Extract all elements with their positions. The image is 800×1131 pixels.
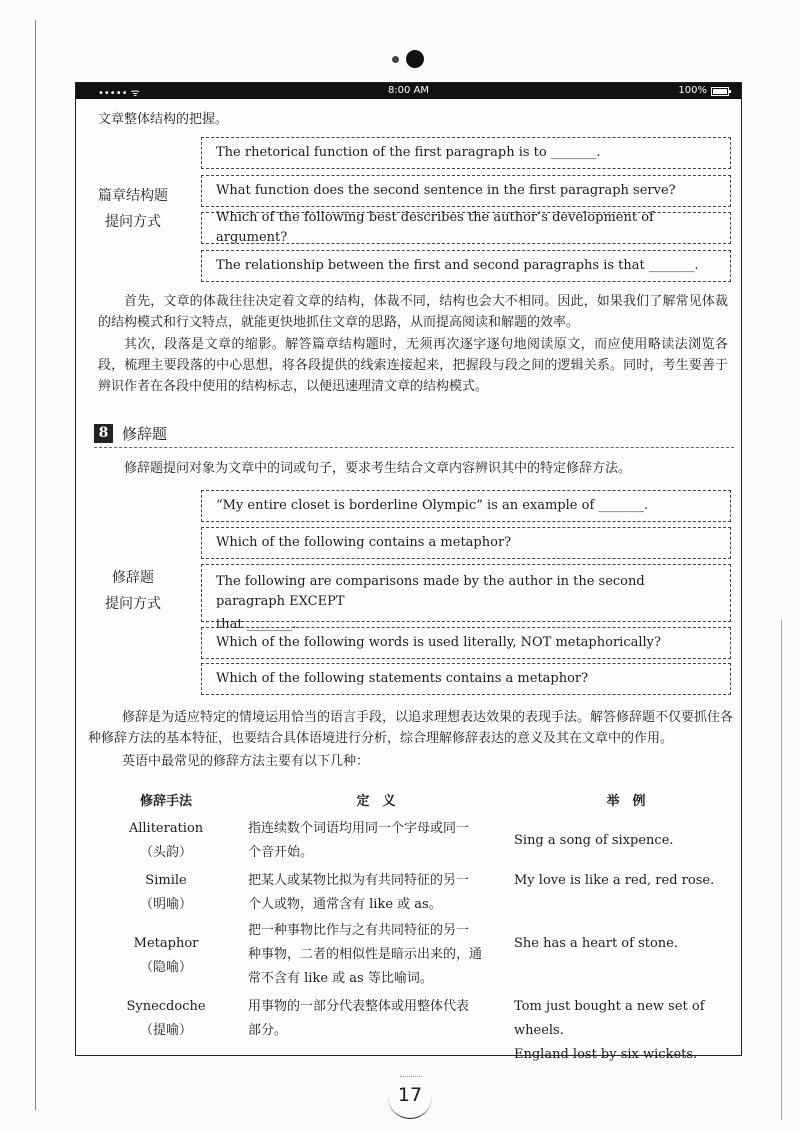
rhetoric-question-2 [201, 527, 731, 559]
table-row [106, 932, 226, 980]
device-name-cn: （提喻） [139, 1023, 192, 1038]
battery-icon [711, 87, 729, 96]
list-intro: 英语中最常见的修辞方法主要有以下几种： [122, 754, 370, 769]
device-name-en: Simile [145, 873, 187, 888]
rhetoric-label-line1: 修辞题 [112, 570, 154, 586]
device-name-cn: （头韵） [139, 845, 192, 860]
example-line: England lost by six wickets. [514, 1047, 698, 1062]
rhetoric-label-line2: 提问方式 [105, 596, 161, 612]
paragraph-2: 其次，段落是文章的缩影。解答篇章结构题时，无须再次逐字逐句地阅读原文，而应使用略读法浏览各段，梳理主要段落的中心思想，将各段提供的线索连接起来，把握段与段之间的逻辑关系。同时，考生要善于辨识作者在各段中使用的结构标志，以便迅速理清文章的结构模式。 [98, 337, 728, 394]
example-cell [514, 829, 739, 853]
structure-question-4 [201, 250, 731, 282]
section-title: 修辞题 [122, 425, 168, 443]
rhetoric-question-1 [201, 490, 731, 522]
definition-cell [248, 869, 510, 917]
question-text: What function does the second sentence in the first paragraph serve? [216, 183, 676, 198]
section-intro: 修辞题提问对象为文章中的词或句子，要求考生结合文章内容辨识其中的特定修辞方法。 [124, 461, 632, 476]
question-text: Which of the following statements contains a metaphor? [216, 671, 589, 686]
intro-line: 文章整体结构的把握。 [98, 112, 229, 127]
example-line: Sing a song of sixpence. [514, 833, 674, 848]
device-name-en: Synecdoche [126, 999, 206, 1014]
battery-percent: 100% [678, 85, 707, 96]
table-row [106, 817, 226, 865]
definition-line: 个人或物，通常含有 like 或 as。 [248, 897, 442, 912]
camera-illustration [392, 50, 428, 70]
question-text: The rhetorical function of the first paragraph is to _______. [216, 145, 601, 160]
definition-line: 种事物，二者的相似性是暗示出来的，通 [248, 947, 483, 962]
page-number [388, 1080, 432, 1120]
table-header-device: 修辞手法 [139, 794, 192, 809]
camera-lens-icon [406, 50, 424, 68]
section-heading [94, 423, 734, 448]
table-row [106, 995, 226, 1043]
definition-cell [248, 817, 510, 865]
example-cell [514, 932, 739, 956]
question-text-cont: that _______. [216, 617, 297, 632]
rhetoric-question-3 [201, 564, 731, 632]
device-name-en: Metaphor [133, 936, 199, 951]
rhetoric-explanation: 修辞是为适应特定的情境运用恰当的语言手段，以追求理想表达效果的表现手法。解答修辞题不仅要抓住各种修辞方法的基本特征，也要结合具体语境进行分析，综合理解修辞表达的意义及其在文章中的作用。 [88, 710, 734, 746]
page-number-text: 17 [397, 1084, 423, 1106]
table-header-definition: 定 义 [356, 794, 396, 809]
example-line: My love is like a red, red rose. [514, 873, 715, 888]
question-text: Which of the following words is used literally, NOT metaphorically? [216, 635, 661, 650]
question-text: The relationship between the first and second paragraphs is that _______. [216, 258, 699, 273]
structure-question-1 [201, 137, 731, 169]
status-bar [76, 83, 741, 99]
definition-cell [248, 919, 510, 991]
question-text: The following are comparisons made by the author in the second paragraph EXCEPT [216, 574, 645, 609]
page-edge-line [35, 20, 36, 1110]
device-name-cn: （隐喻） [139, 960, 192, 975]
structure-label-line2: 提问方式 [105, 214, 161, 230]
example-line: She has a heart of stone. [514, 936, 678, 951]
table-row [106, 869, 226, 917]
definition-cell [248, 995, 510, 1043]
definition-line: 指连续数个词语均用同一个字母或同一 [248, 821, 470, 836]
rhetoric-question-5 [201, 663, 731, 695]
camera-sensor-icon [392, 56, 399, 63]
page-edge-line-right [781, 620, 782, 1120]
definition-line: 把一种事物比作与之有共同特征的另一 [248, 923, 470, 938]
question-text: “My entire closet is borderline Olympic” is an example of _______. [216, 498, 649, 513]
question-text: Which of the following contains a metaphor? [216, 535, 512, 550]
example-cell [514, 869, 739, 893]
question-text: Which of the following best describes the author’s development of argument? [216, 210, 654, 245]
structure-label-line1: 篇章结构题 [98, 188, 168, 204]
definition-line: 部分。 [248, 1023, 288, 1038]
definition-line: 个音开始。 [248, 845, 314, 860]
definition-line: 用事物的一部分代表整体或用整体代表 [248, 999, 470, 1014]
definition-line: 常不含有 like 或 as 等比喻词。 [248, 971, 433, 986]
definition-line: 把某人或某物比拟为有共同特征的另一 [248, 873, 470, 888]
status-time: 8:00 AM [387, 85, 430, 96]
paragraph-1: 首先，文章的体裁往往决定着文章的结构，体裁不同，结构也会大不相同。因此，如果我们了解常见体裁的结构模式和行文特点，就能更快地抓住文章的思路，从而提高阅读和解题的效率。 [98, 294, 728, 330]
example-line: Tom just bought a new set of wheels. [514, 999, 705, 1038]
device-screen [75, 82, 742, 1062]
example-cell [514, 995, 739, 1067]
structure-question-2 [201, 175, 731, 207]
signal-icon: ••••• ᯤ [98, 88, 140, 99]
structure-question-3 [201, 212, 731, 244]
rhetoric-question-4 [201, 627, 731, 659]
device-name-en: Alliteration [128, 821, 204, 836]
table-header-example: 举 例 [606, 794, 646, 809]
section-number-badge: 8 [94, 424, 113, 443]
device-name-cn: （明喻） [139, 897, 192, 912]
